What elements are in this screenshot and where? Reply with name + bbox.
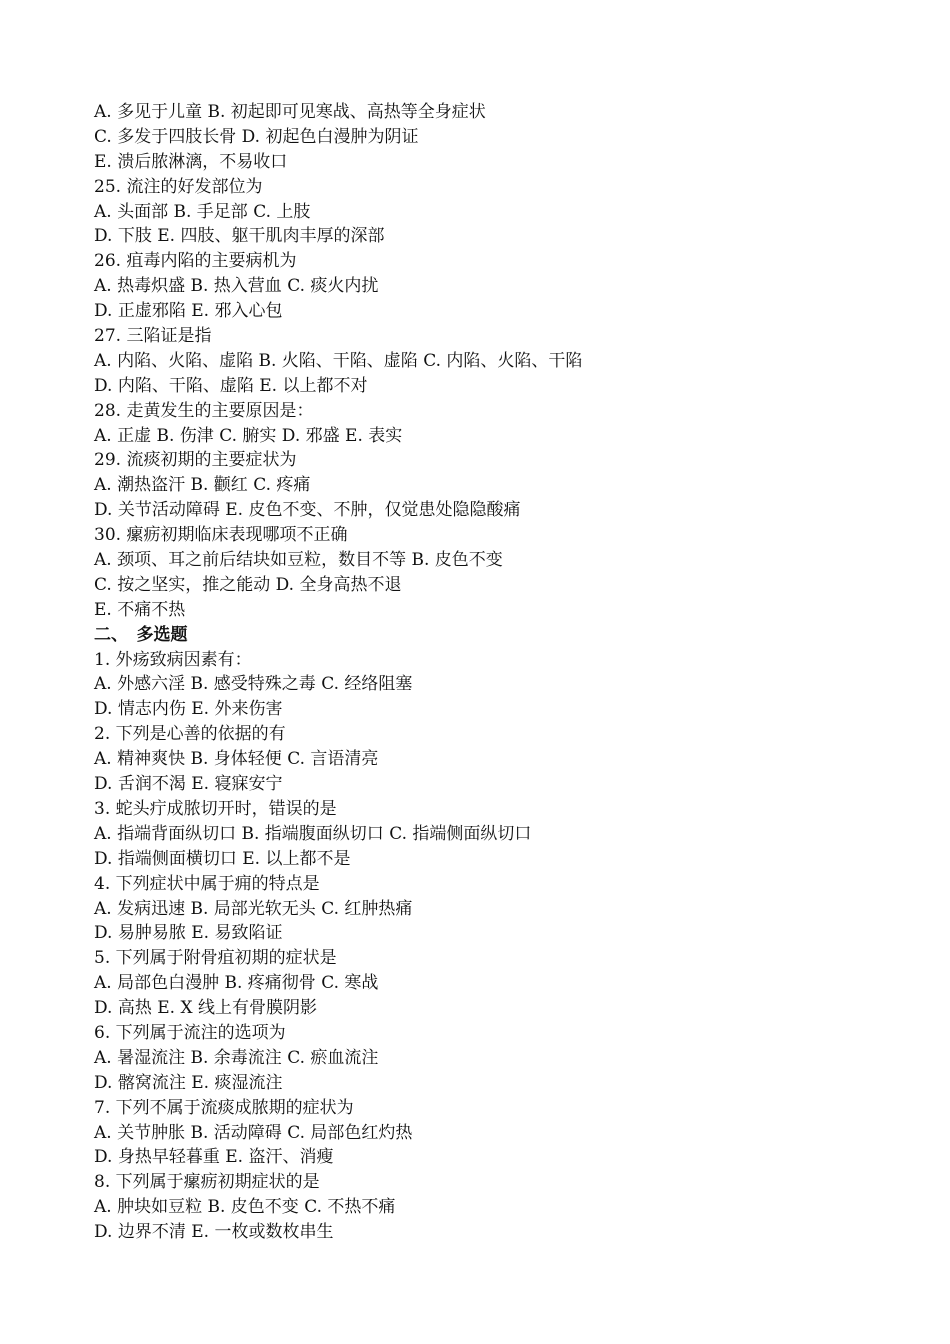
answer-options: E. 不痛不热: [94, 599, 186, 620]
answer-options: A. 关节肿胀 B. 活动障碍 C. 局部色红灼热: [94, 1122, 413, 1143]
question-stem: 5. 下列属于附骨疽初期的症状是: [94, 948, 337, 969]
answer-options: A. 指端背面纵切口 B. 指端腹面纵切口 C. 指端侧面纵切口: [94, 823, 532, 844]
answer-options: A. 正虚 B. 伤津 C. 腑实 D. 邪盛 E. 表实: [94, 425, 403, 446]
question-stem: 1. 外疡致病因素有：: [94, 649, 252, 670]
answer-options: D. 内陷、干陷、虚陷 E. 以上都不对: [94, 375, 368, 396]
answer-options: D. 易肿易脓 E. 易致陷证: [94, 923, 283, 944]
answer-options: D. 情志内伤 E. 外来伤害: [94, 699, 283, 720]
answer-options: A. 精神爽快 B. 身体轻便 C. 言语清亮: [94, 749, 379, 770]
exam-document: [94, 100, 914, 1245]
answer-options: D. 正虚邪陷 E. 邪入心包: [94, 301, 283, 322]
question-stem: 3. 蛇头疔成脓切开时，错误的是: [94, 798, 337, 819]
answer-options: A. 潮热盗汗 B. 颧红 C. 疼痛: [94, 475, 311, 496]
answer-options: D. 高热 E. X 线上有骨膜阴影: [94, 998, 317, 1019]
answer-options: D. 关节活动障碍 E. 皮色不变、不肿，仅觉患处隐隐酸痛: [94, 500, 521, 521]
answer-options: D. 指端侧面横切口 E. 以上都不是: [94, 848, 351, 869]
question-stem: 26. 疽毒内陷的主要病机为: [94, 251, 297, 272]
question-stem: 25. 流注的好发部位为: [94, 176, 263, 197]
answer-options: D. 边界不清 E. 一枚或数枚串生: [94, 1222, 334, 1243]
question-stem: 28. 走黄发生的主要原因是：: [94, 400, 314, 421]
question-stem: 8. 下列属于瘰疬初期症状的是: [94, 1172, 320, 1193]
answer-options: A. 外感六淫 B. 感受特殊之毒 C. 经络阻塞: [94, 674, 413, 695]
answer-options: A. 发病迅速 B. 局部光软无头 C. 红肿热痛: [94, 898, 413, 919]
question-stem: 29. 流痰初期的主要症状为: [94, 450, 297, 471]
question-stem: 30. 瘰疬初期临床表现哪项不正确: [94, 525, 348, 546]
question-stem: 2. 下列是心善的依据的有: [94, 724, 286, 745]
question-stem: 4. 下列症状中属于痈的特点是: [94, 873, 320, 894]
answer-options: A. 多见于儿童 B. 初起即可见寒战、高热等全身症状: [94, 102, 486, 122]
answer-options: D. 舌润不渴 E. 寝寐安宁: [94, 774, 283, 795]
question-stem: 6. 下列属于流注的选项为: [94, 1022, 286, 1043]
answer-options: E. 溃后脓淋漓，不易收口: [94, 151, 288, 172]
answer-options: C. 按之坚实，推之能动 D. 全身高热不退: [94, 574, 402, 595]
answer-options: D. 髂窝流注 E. 痰湿流注: [94, 1072, 283, 1093]
answer-options: A. 肿块如豆粒 B. 皮色不变 C. 不热不痛: [94, 1197, 396, 1218]
answer-options: A. 局部色白漫肿 B. 疼痛彻骨 C. 寒战: [94, 973, 379, 994]
answer-options: A. 颈项、耳之前后结块如豆粒，数目不等 B. 皮色不变: [94, 550, 503, 571]
question-stem: 27. 三陷证是指: [94, 326, 212, 347]
answer-options: D. 身热早轻暮重 E. 盗汗、消瘦: [94, 1147, 334, 1168]
section-heading: 二、 多选题: [94, 624, 188, 645]
answer-options: A. 暑湿流注 B. 余毒流注 C. 瘀血流注: [94, 1047, 379, 1068]
answer-options: C. 多发于四肢长骨 D. 初起色白漫肿为阴证: [94, 126, 419, 147]
answer-options: A. 内陷、火陷、虚陷 B. 火陷、干陷、虚陷 C. 内陷、火陷、干陷: [94, 350, 583, 371]
answer-options: A. 热毒炽盛 B. 热入营血 C. 痰火内扰: [94, 276, 379, 297]
answer-options: D. 下肢 E. 四肢、躯干肌肉丰厚的深部: [94, 226, 385, 247]
answer-options: A. 头面部 B. 手足部 C. 上肢: [94, 201, 311, 222]
question-stem: 7. 下列不属于流痰成脓期的症状为: [94, 1097, 354, 1118]
